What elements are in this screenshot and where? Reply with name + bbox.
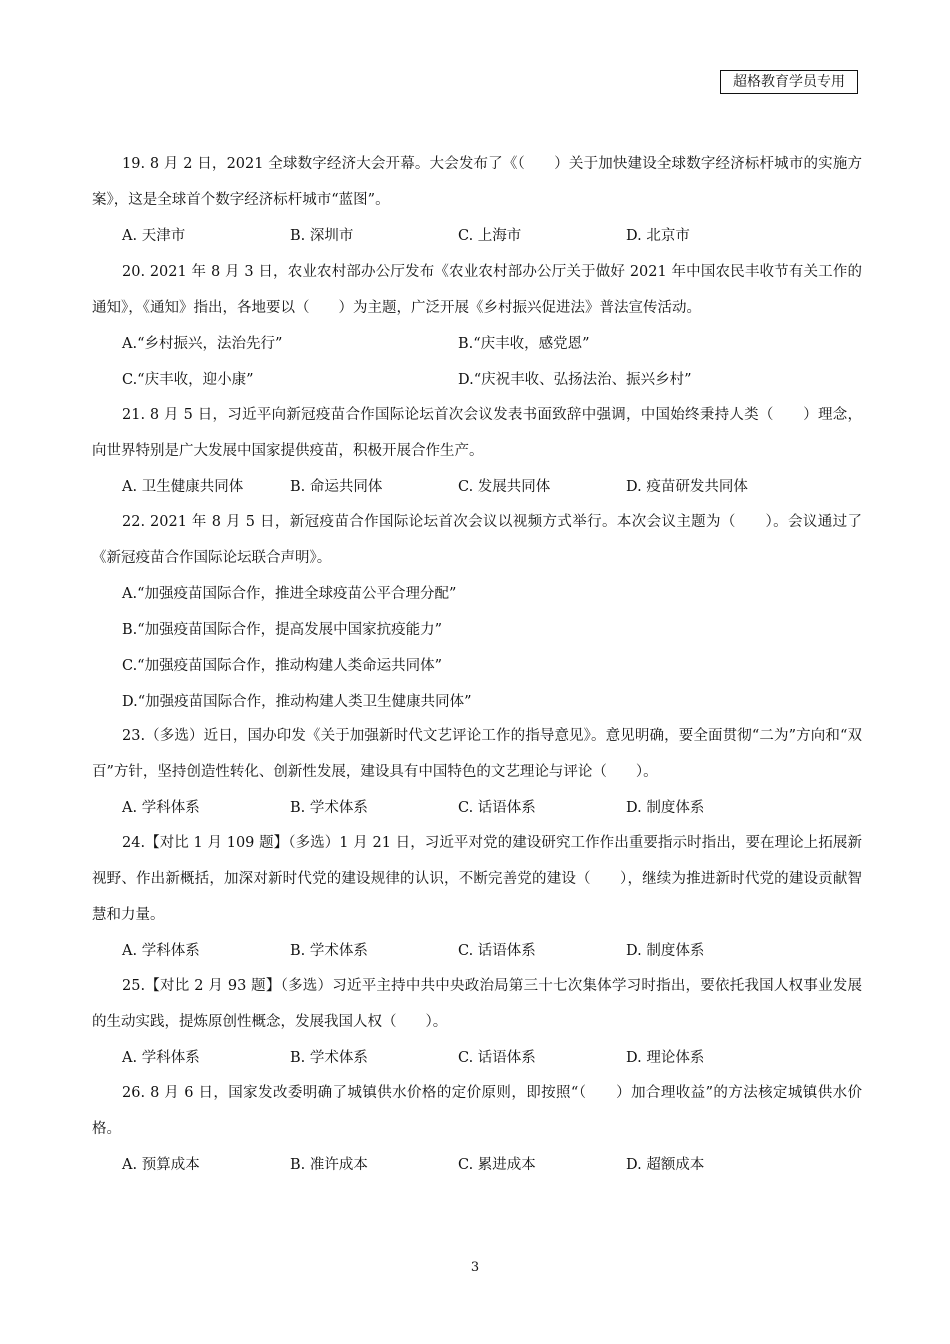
option-b[interactable]: B. 深圳市	[290, 228, 354, 244]
option-a[interactable]: A. 学科体系	[122, 943, 200, 959]
option-c[interactable]: C. 话语体系	[458, 943, 536, 959]
question-stem: 26. 8 月 6 日，国家发改委明确了城镇供水价格的定价原则，即按照“（ ）加合理收益”的方法核定城镇供水价格。	[92, 1085, 862, 1137]
question-22	[92, 504, 862, 720]
question-25	[92, 968, 862, 1076]
option-a[interactable]: A.“加强疫苗国际合作，推进全球疫苗公平合理分配”	[122, 586, 457, 602]
option-b[interactable]: B.“加强疫苗国际合作，提高发展中国家抗疫能力”	[122, 622, 443, 638]
question-stem: 23.（多选）近日，国办印发《关于加强新时代文艺评论工作的指导意见》。意见明确，要全面贯彻“二为”方向和“双百”方针，坚持创造性转化、创新性发展，建设具有中国特色的文艺理论与评论（ ）。	[92, 728, 862, 780]
question-23	[92, 718, 862, 826]
options-row	[92, 469, 862, 505]
options-row	[92, 1147, 862, 1183]
option-d[interactable]: D. 疫苗研发共同体	[626, 479, 748, 495]
option-c[interactable]: C. 话语体系	[458, 800, 536, 816]
option-b[interactable]: B.“庆丰收，感党恩”	[458, 336, 590, 352]
options-row	[92, 326, 862, 362]
option-d[interactable]: D. 北京市	[626, 228, 690, 244]
option-a[interactable]: A. 学科体系	[122, 800, 200, 816]
option-c[interactable]: C. 话语体系	[458, 1050, 536, 1066]
question-stem: 24.【对比 1 月 109 题】（多选）1 月 21 日，习近平对党的建设研究工作作出重要指示时指出，要在理论上拓展新视野、作出新概括，加深对新时代党的建设规律的认识，不断完善党的建设（ ），继续为推进新时代党的建设贡献智慧和力量。	[92, 835, 862, 923]
student-only-stamp: 超格教育学员专用	[720, 70, 858, 94]
option-a[interactable]: A.“乡村振兴，法治先行”	[122, 336, 283, 352]
option-b[interactable]: B. 学术体系	[290, 800, 368, 816]
options-row	[92, 362, 862, 398]
option-c[interactable]: C.“庆丰收，迎小康”	[122, 372, 254, 388]
option-b[interactable]: B. 准许成本	[290, 1157, 368, 1173]
option-a[interactable]: A. 学科体系	[122, 1050, 200, 1066]
options-row	[92, 218, 862, 254]
question-20	[92, 254, 862, 398]
options-row	[92, 790, 862, 826]
option-d[interactable]: D. 理论体系	[626, 1050, 705, 1066]
option-c[interactable]: C.“加强疫苗国际合作，推动构建人类命运共同体”	[122, 658, 443, 674]
question-stem: 20. 2021 年 8 月 3 日，农业农村部办公厅发布《农业农村部办公厅关于做好 2021 年中国农民丰收节有关工作的通知》，《通知》指出，各地要以（ ）为主题，广泛开展《乡村振兴促进法》普法宣传活动。	[92, 264, 862, 316]
option-a[interactable]: A. 卫生健康共同体	[122, 479, 244, 495]
page-number: 3	[470, 1260, 480, 1275]
option-b[interactable]: B. 命运共同体	[290, 479, 383, 495]
option-b[interactable]: B. 学术体系	[290, 943, 368, 959]
question-stem: 22. 2021 年 8 月 5 日，新冠疫苗合作国际论坛首次会议以视频方式举行。本次会议主题为（ ）。会议通过了《新冠疫苗合作国际论坛联合声明》。	[92, 514, 862, 566]
question-26	[92, 1075, 862, 1183]
option-a[interactable]: A. 预算成本	[122, 1157, 200, 1173]
options-row	[92, 933, 862, 969]
question-stem: 25.【对比 2 月 93 题】（多选）习近平主持中共中央政治局第三十七次集体学习时指出，要依托我国人权事业发展的生动实践，提炼原创性概念，发展我国人权（ ）。	[92, 978, 862, 1030]
option-d[interactable]: D.“庆祝丰收、弘扬法治、振兴乡村”	[458, 372, 692, 388]
question-stem: 21. 8 月 5 日，习近平向新冠疫苗合作国际论坛首次会议发表书面致辞中强调，中国始终秉持人类（ ）理念，向世界特别是广大发展中国家提供疫苗，积极开展合作生产。	[92, 407, 862, 459]
option-c[interactable]: C. 上海市	[458, 228, 522, 244]
question-19	[92, 146, 862, 254]
question-21	[92, 397, 862, 505]
question-24	[92, 825, 862, 969]
option-d[interactable]: D. 超额成本	[626, 1157, 705, 1173]
option-c[interactable]: C. 发展共同体	[458, 479, 551, 495]
option-a[interactable]: A. 天津市	[122, 228, 186, 244]
option-b[interactable]: B. 学术体系	[290, 1050, 368, 1066]
option-d[interactable]: D. 制度体系	[626, 943, 705, 959]
option-d[interactable]: D.“加强疫苗国际合作，推动构建人类卫生健康共同体”	[122, 694, 472, 710]
options-row	[92, 1040, 862, 1076]
option-d[interactable]: D. 制度体系	[626, 800, 705, 816]
question-stem: 19. 8 月 2 日，2021 全球数字经济大会开幕。大会发布了《（ ）关于加快建设全球数字经济标杆城市的实施方案》，这是全球首个数字经济标杆城市“蓝图”。	[92, 156, 862, 208]
option-c[interactable]: C. 累进成本	[458, 1157, 536, 1173]
